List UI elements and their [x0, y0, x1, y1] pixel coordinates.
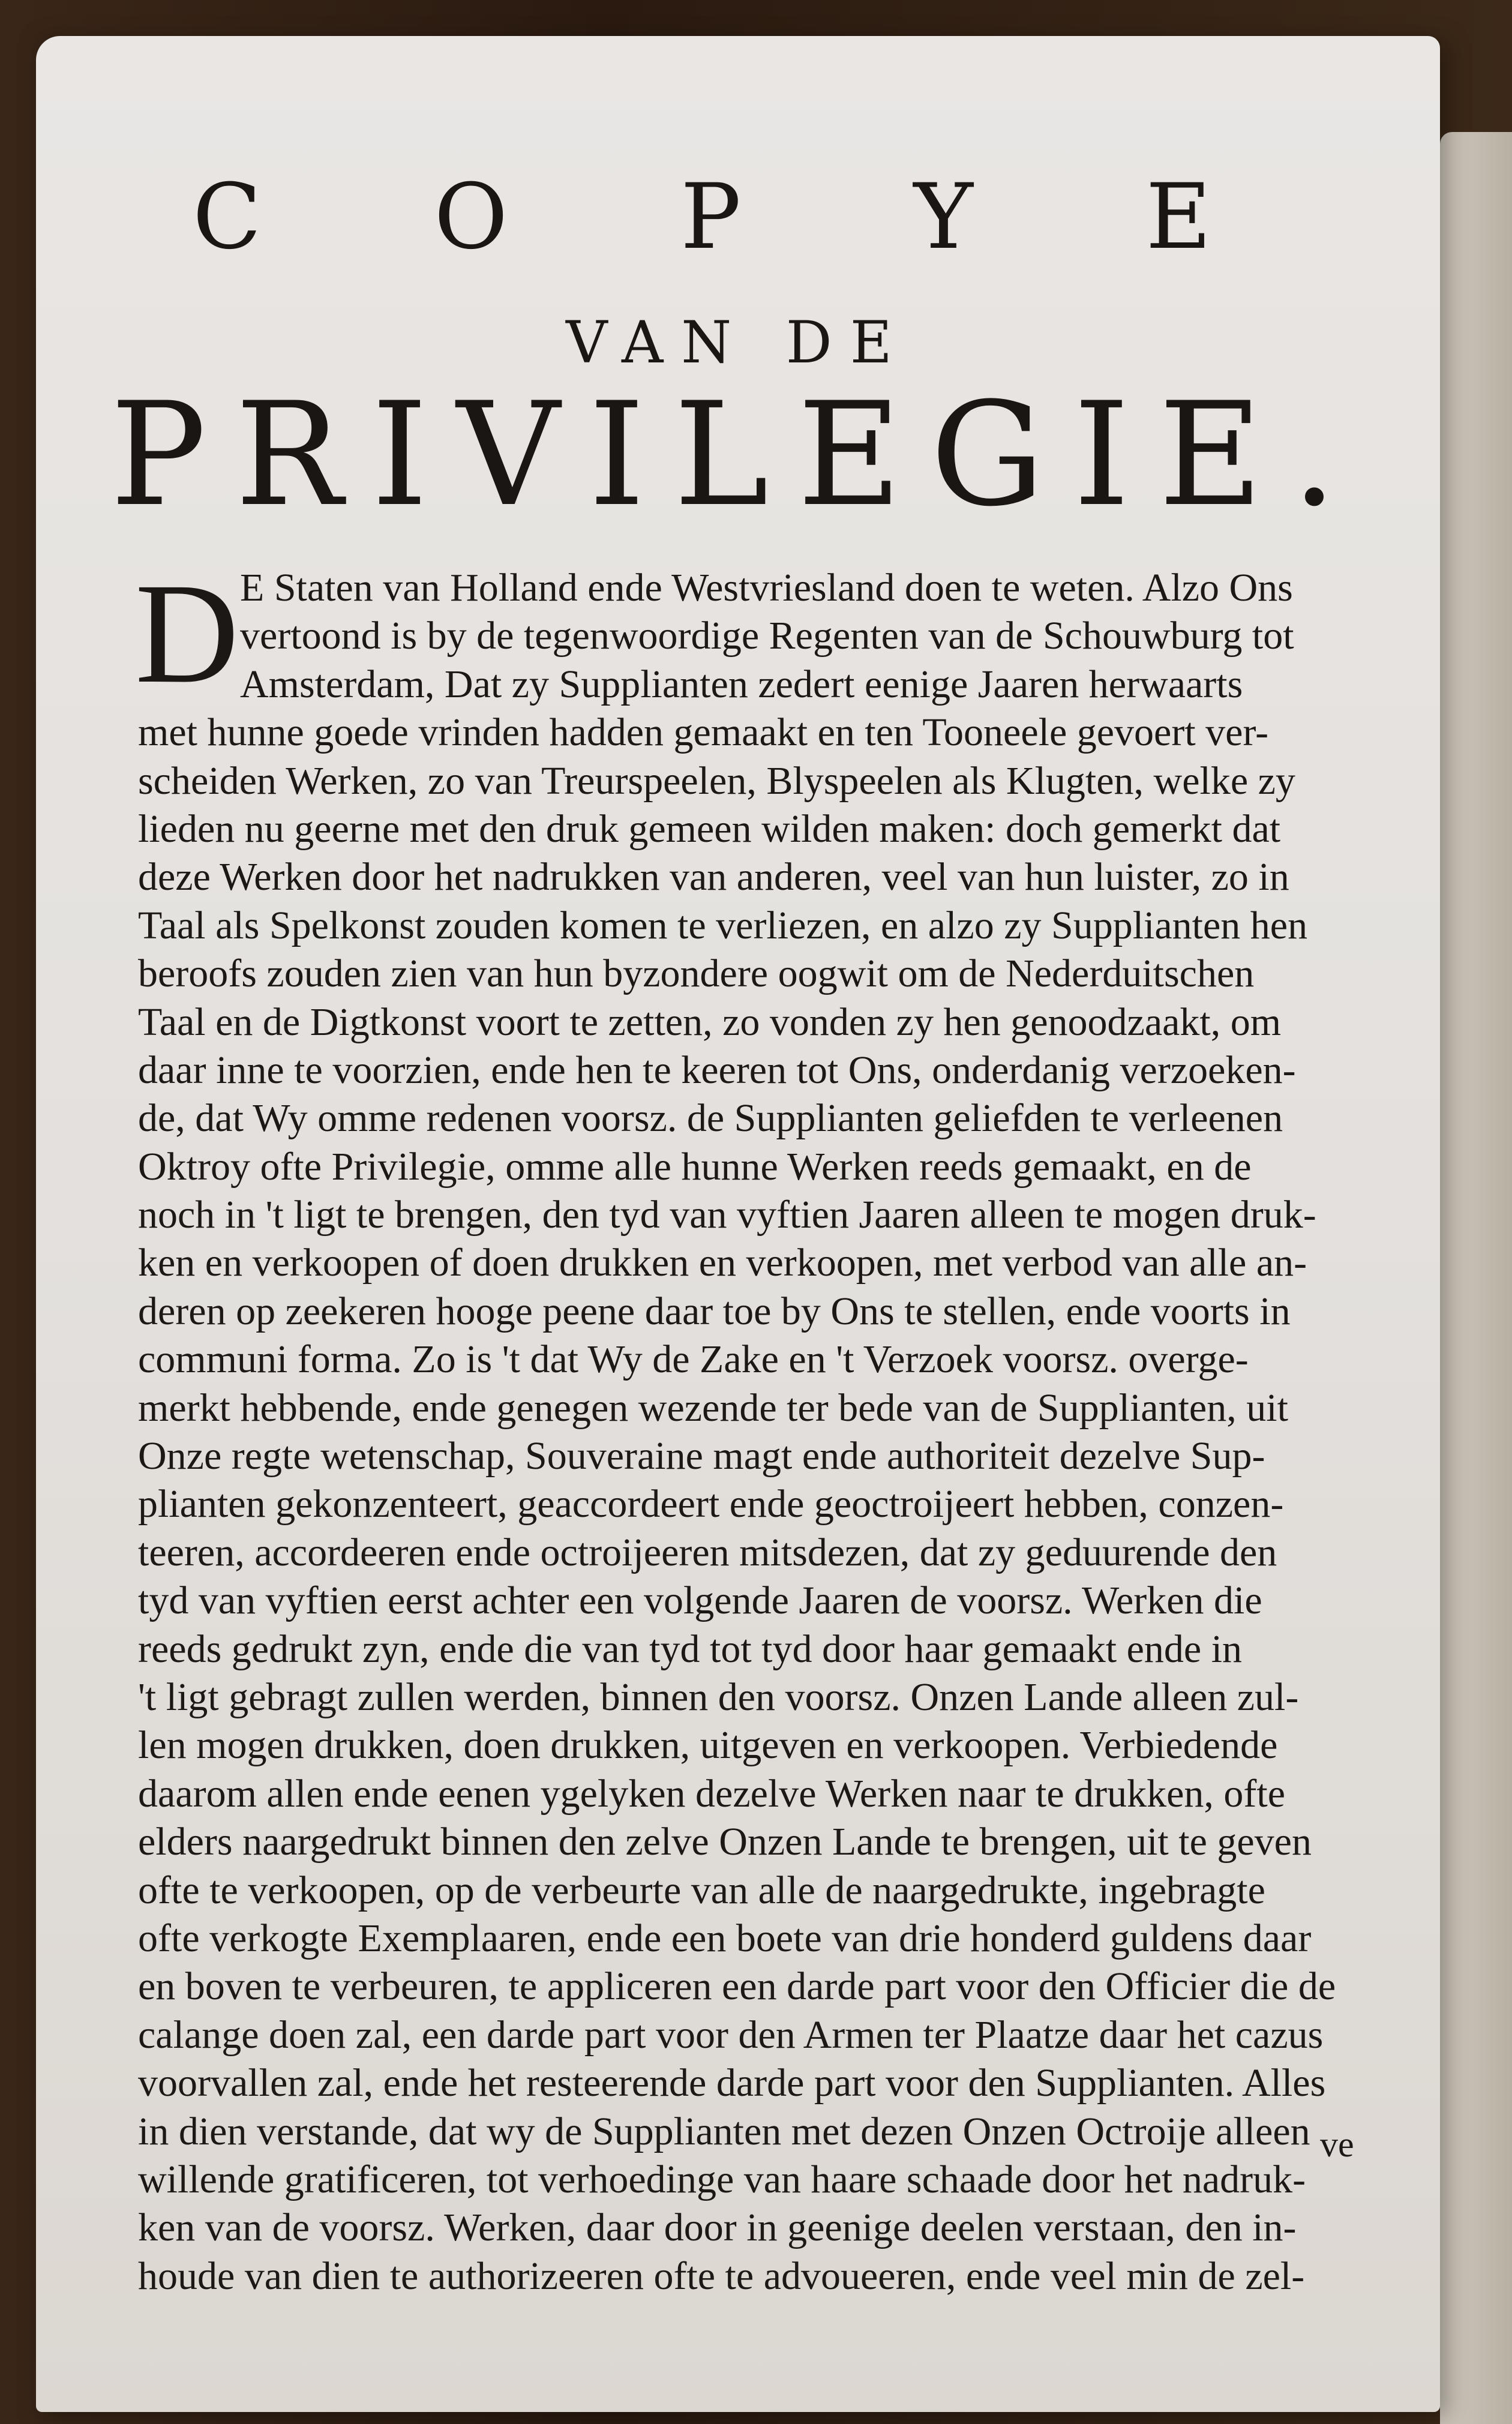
title-copye: C O P Y E — [193, 165, 1283, 269]
text-line: tyd van vyftien eerst achter een volgende Jaaren de voorsz. Werken die — [138, 1579, 1262, 1623]
text-line: beroofs zouden zien van hun byzondere oogwit om de Nederduitschen — [138, 952, 1255, 996]
text-line: Taal als Spelkonst zouden komen te verliezen, en alzo zy Supplianten hen — [138, 903, 1308, 947]
text-line: teeren, accordeeren ende octroijeeren mitsdezen, dat zy geduurende den — [138, 1530, 1277, 1574]
text-line: deze Werken door het nadrukken van anderen, veel van hun luister, zo in — [138, 855, 1289, 899]
text-line: reeds gedrukt zyn, ende die van tyd tot tyd door haar gemaakt ende in — [138, 1627, 1243, 1671]
text-line: ken van de voorsz. Werken, daar door in geenige deelen verstaan, den in- — [138, 2206, 1297, 2250]
title-van-de: VAN DE — [566, 309, 910, 376]
text-line: communi forma. Zo is 't dat Wy de Zake en 't Verzoek voorsz. overge- — [138, 1337, 1249, 1382]
privilege-text — [138, 564, 1398, 2300]
text-line: daarom allen ende eenen ygelyken dezelve Werken naar te drukken, ofte — [138, 1771, 1286, 1816]
text-line: lieden nu geerne met den druk gemeen wilden maken: doch gemerkt dat — [138, 806, 1281, 851]
text-line: merkt hebbende, ende genegen wezende ter bede van de Supplianten, uit — [138, 1385, 1288, 1430]
text-line: de, dat Wy omme redenen voorsz. de Supplianten geliefden te verleenen — [138, 1096, 1283, 1141]
text-line: ofte te verkoopen, op de verbeurte van alle de naargedrukte, ingebragte — [138, 1868, 1265, 1912]
text-line: noch in 't ligt te brengen, den tyd van vyftien Jaaren alleen te mogen druk- — [138, 1193, 1316, 1237]
text-line: deren op zeekeren hooge peene daar toe by Ons te stellen, ende voorts in — [138, 1289, 1291, 1333]
text-line: met hunne goede vrinden hadden gemaakt en ten Tooneele gevoert ver- — [138, 710, 1269, 755]
text-line: 't ligt gebragt zullen werden, binnen den voorsz. Onzen Lande alleen zul- — [138, 1675, 1299, 1719]
text-line: calange doen zal, een darde part voor den Armen ter Plaatze daar het cazus — [138, 2012, 1324, 2057]
title-privilegie: PRIVILEGIE. — [110, 372, 1366, 538]
text-line: in dien verstande, dat wy de Supplianten met dezen Onzen Octroije alleen — [138, 2109, 1310, 2153]
text-line: ofte verkogte Exemplaaren, ende een boete van drie honderd guldens daar — [138, 1916, 1312, 1960]
catchword: ve — [1320, 2125, 1354, 2164]
text-line: houde van dien te authorizeeren ofte te advoueeren, ende veel min de zel- — [138, 2254, 1305, 2298]
text-line: Amsterdam, Dat zy Supplianten zedert eenige Jaaren herwaarts — [240, 662, 1243, 706]
text-line: Onze regte wetenschap, Souveraine magt ende authoriteit dezelve Sup- — [138, 1434, 1265, 1478]
text-line: elders naargedrukt binnen den zelve Onzen Lande te brengen, uit te geven — [138, 1820, 1312, 1864]
text-line: voorvallen zal, ende het resteerende darde part voor den Supplianten. Alles — [138, 2061, 1326, 2105]
text-line: willende gratificeren, tot verhoedinge van haare schaade door het nadruk- — [138, 2157, 1306, 2201]
text-line: len mogen drukken, doen drukken, uitgeven en verkoopen. Verbiedende — [138, 1723, 1278, 1768]
drop-cap: D — [135, 553, 239, 713]
text-line: scheiden Werken, zo van Treurspeelen, Blyspeelen als Klugten, welke zy — [138, 758, 1295, 803]
text-line: E Staten van Holland ende Westvriesland doen te weten. Alzo Ons — [240, 566, 1293, 610]
text-line: ken en verkoopen of doen drukken en verkoopen, met verbod van alle an- — [138, 1241, 1307, 1285]
text-line: daar inne te voorzien, ende hen te keeren tot Ons, onderdanig verzoeken- — [138, 1048, 1296, 1092]
facing-page-edge — [1440, 132, 1512, 2424]
book-page — [36, 36, 1440, 2412]
text-line: Oktroy ofte Privilegie, omme alle hunne Werken reeds gemaakt, en de — [138, 1144, 1252, 1189]
text-line: Taal en de Digtkonst voort te zetten, zo vonden zy hen genoodzaakt, om — [138, 1000, 1282, 1044]
text-line: vertoond is by de tegenwoordige Regenten van de Schouwburg tot — [240, 614, 1294, 658]
text-line: en boven te verbeuren, te appliceren een darde part voor den Officier die de — [138, 1964, 1336, 2009]
text-line: plianten gekonzenteert, geaccordeert ende geoctroijeert hebben, conzen- — [138, 1482, 1284, 1526]
